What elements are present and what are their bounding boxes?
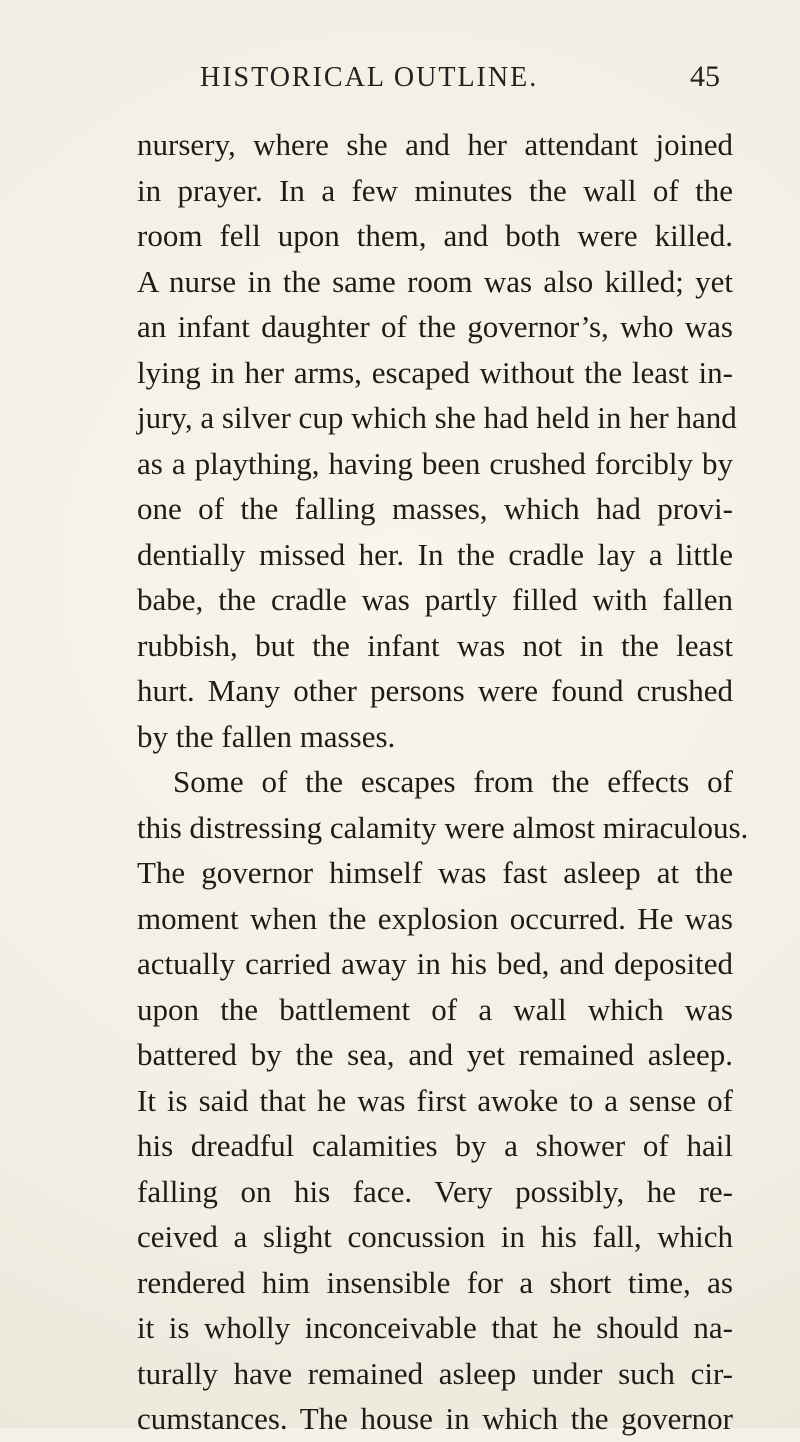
text-line: actually carried away in his bed, and deposited bbox=[137, 946, 733, 981]
text-line: The governor himself was fast asleep at the bbox=[137, 855, 733, 890]
text-line: rubbish, but the infant was not in the least bbox=[137, 627, 733, 663]
text-line: lying in her arms, escaped without the least in- bbox=[137, 354, 733, 390]
text-line: it is wholly inconceivable that he should na- bbox=[137, 1310, 733, 1345]
text-line: babe, the cradle was partly filled with fallen bbox=[137, 582, 733, 617]
running-head bbox=[0, 62, 800, 102]
text-line: hurt. Many other persons were found crushed bbox=[137, 673, 733, 708]
text-line: his dreadful calamities by a shower of hail bbox=[137, 1128, 733, 1163]
text-line: moment when the explosion occurred. He was bbox=[137, 900, 733, 936]
text-line: Some of the escapes from the effects of bbox=[173, 764, 733, 799]
text-line: ceived a slight concussion in his fall, which bbox=[137, 1219, 733, 1254]
text-line: by the fallen masses. bbox=[137, 718, 396, 754]
text-line: in prayer. In a few minutes the wall of the bbox=[137, 172, 733, 208]
text-line: battered by the sea, and yet remained asleep. bbox=[137, 1037, 733, 1072]
text-line: rendered him insensible for a short time, as bbox=[137, 1264, 733, 1300]
text-line: an infant daughter of the governor’s, who was bbox=[137, 309, 733, 344]
text-line: turally have remained asleep under such cir- bbox=[137, 1355, 733, 1391]
text-line: this distressing calamity were almost miraculous. bbox=[137, 809, 749, 845]
text-line: dentially missed her. In the cradle lay a little bbox=[137, 536, 733, 572]
text-line: as a plaything, having been crushed forcibly by bbox=[137, 445, 733, 481]
page-number: 45 bbox=[690, 60, 720, 93]
running-head-title: HISTORICAL OUTLINE. bbox=[200, 62, 539, 93]
body-text bbox=[137, 122, 749, 1442]
text-line: nursery, where she and her attendant joined bbox=[137, 127, 733, 162]
text-line: room fell upon them, and both were killed. bbox=[137, 218, 733, 253]
text-line: A nurse in the same room was also killed; yet bbox=[137, 263, 733, 299]
text-line: one of the falling masses, which had provi- bbox=[137, 491, 733, 526]
text-line: falling on his face. Very possibly, he re- bbox=[137, 1173, 733, 1209]
text-line: jury, a silver cup which she had held in her hand bbox=[137, 400, 737, 435]
text-line: upon the battlement of a wall which was bbox=[137, 991, 733, 1027]
paragraph bbox=[137, 759, 749, 1442]
paragraph bbox=[137, 122, 737, 759]
text-line: cumstances. The house in which the governor bbox=[137, 1401, 733, 1436]
text-line: It is said that he was first awoke to a sense of bbox=[137, 1082, 733, 1118]
